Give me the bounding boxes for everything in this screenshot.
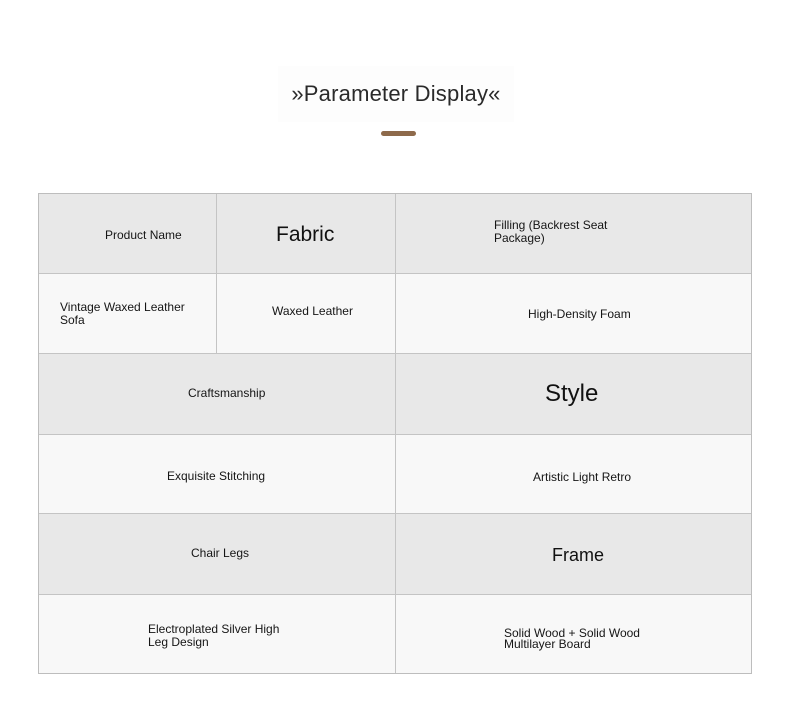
- craftsmanship-label: Craftsmanship: [188, 386, 266, 400]
- table-cell-craftsmanship-label: [39, 354, 396, 435]
- fabric-value: Waxed Leather: [272, 304, 353, 318]
- table-cell-chair-legs-value: [39, 595, 396, 673]
- product-name-label: Product Name: [105, 228, 182, 242]
- table-cell-filling-value: [396, 274, 751, 354]
- chair-legs-label: Chair Legs: [191, 546, 250, 560]
- table-cell-fabric-value: [217, 274, 396, 354]
- filling-label: Filling (Backrest Seat Package): [494, 218, 608, 245]
- table-cell-style-value: [396, 435, 751, 514]
- product-name-value: Vintage Waxed Leather Sofa: [60, 300, 185, 327]
- parameter-table: [38, 193, 752, 674]
- page-title-box: [278, 66, 514, 122]
- style-value: Artistic Light Retro: [533, 470, 632, 484]
- page-title: »Parameter Display«: [291, 81, 501, 106]
- craftsmanship-value: Exquisite Stitching: [167, 469, 266, 483]
- title-accent-divider: [381, 131, 416, 136]
- table-cell-style-label: [396, 354, 751, 435]
- table-cell-fabric-label: [217, 194, 396, 274]
- table-cell-craftsmanship-value: [39, 435, 396, 514]
- fabric-label: Fabric: [276, 223, 335, 246]
- frame-value: Solid Wood + Solid Wood Multilayer Board: [504, 626, 640, 651]
- style-label: Style: [545, 380, 599, 407]
- table-cell-product-name-label: [39, 194, 217, 274]
- chair-legs-value: Electroplated Silver High Leg Design: [148, 622, 280, 649]
- frame-label: Frame: [552, 545, 605, 565]
- filling-value: High-Density Foam: [528, 307, 631, 321]
- table-cell-filling-label: [396, 194, 751, 274]
- table-cell-frame-value: [396, 595, 751, 673]
- table-cell-product-name-value: [39, 274, 217, 354]
- table-cell-frame-label: [396, 514, 751, 595]
- table-cell-chair-legs-label: [39, 514, 396, 595]
